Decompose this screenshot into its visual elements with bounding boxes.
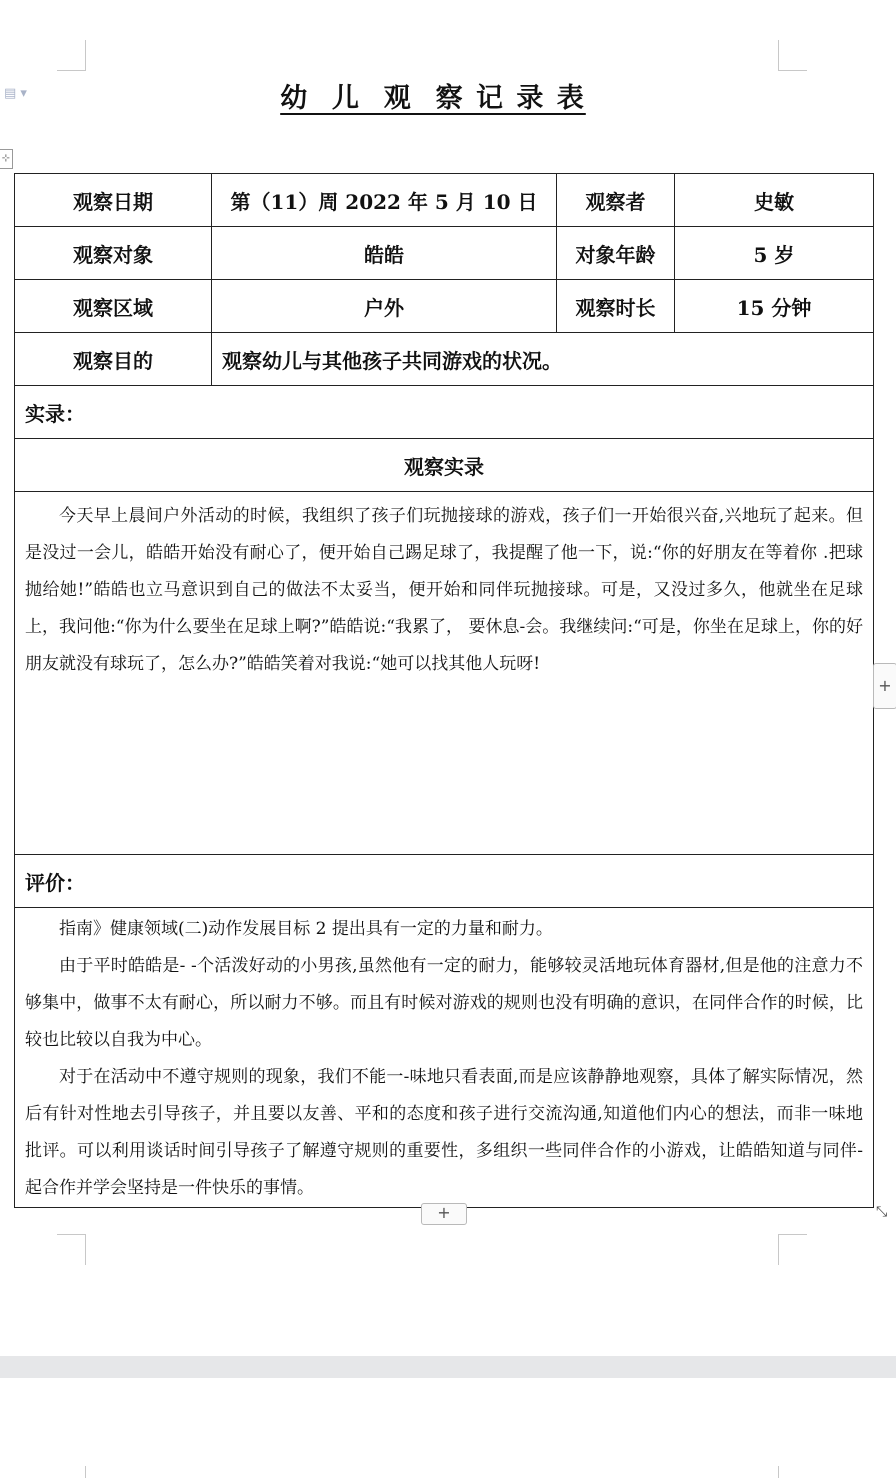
age-value[interactable]: 5 岁 (675, 227, 874, 280)
evaluation-section-label: 评价： (15, 855, 874, 908)
document-icon[interactable]: ▤ ▾ (4, 86, 27, 101)
crop-mark-bottom-right (778, 1234, 807, 1265)
page-separator (0, 1356, 896, 1378)
page-title: 幼 儿 观 察 记 录 表 (280, 83, 586, 114)
observer-value[interactable]: 史敏 (675, 174, 874, 227)
observer-label: 观察者 (557, 174, 675, 227)
subject-value[interactable]: 皓皓 (212, 227, 557, 280)
area-label: 观察区域 (15, 280, 212, 333)
crop-mark-bottom-left (57, 1234, 86, 1265)
add-column-button[interactable]: + (873, 663, 896, 709)
date-value[interactable]: 第（11）周 2022 年 5 月 10 日 (212, 174, 557, 227)
record-section-label: 实录： (15, 386, 874, 439)
evaluation-text-cell[interactable] (15, 908, 874, 1208)
subject-label: 观察对象 (15, 227, 212, 280)
add-row-button[interactable]: + (421, 1203, 467, 1225)
evaluation-paragraph: 对于在活动中不遵守规则的现象，我们不能一-味地只看表面,而是应该静静地观察，具体了解实际情况，然后有针对性地去引导孩子，并且要以友善、平和的态度和孩子进行交流沟通,知道他们内心的想法，而非一味地批评。可以利用谈话时间引导孩子了解遵守规则的重要性，多组织一些同伴合作的小游戏，让皓皓知道与同伴-起合作并学会坚持是一件快乐的事情。 (25, 1067, 863, 1198)
crop-mark-next-page-left (85, 1466, 86, 1478)
table-resize-icon[interactable]: ⤡ (876, 1204, 888, 1220)
table-move-icon[interactable]: ⊹ (0, 149, 13, 169)
duration-value[interactable]: 15 分钟 (675, 280, 874, 333)
crop-mark-top-left (57, 40, 86, 71)
purpose-value[interactable]: 观察幼儿与其他孩子共同游戏的状况。 (212, 333, 874, 386)
record-text: 今天早上晨间户外活动的时候，我组织了孩子们玩抛接球的游戏，孩子们一开始很兴奋,兴地玩了起来。但是没过一会儿，皓皓开始没有耐心了，便开始自己踢足球了，我提醒了他一下，说:“你的好朋友在等着你 .把球抛给她!”皓皓也立马意识到自己的做法不太妥当，便开始和同伴玩抛接球。可是，又没过多久，他就坐在足球上，我问他:“你为什么要坐在足球上啊?”皓皓说:“我累了， 要休息-会。我继续问:“可是，你坐在足球上，你的好朋友就没有球玩了，怎么办?”皓皓笑着对我说:“她可以找其他人玩呀! (25, 506, 863, 674)
record-text-cell[interactable] (15, 492, 874, 855)
record-heading: 观察实录 (15, 439, 874, 492)
purpose-label: 观察目的 (15, 333, 212, 386)
area-value[interactable]: 户外 (212, 280, 557, 333)
crop-mark-top-right (778, 40, 807, 71)
duration-label: 观察时长 (557, 280, 675, 333)
date-label: 观察日期 (15, 174, 212, 227)
evaluation-paragraph: 指南》健康领域(二)动作发展目标 2 提出具有一定的力量和耐力。 (59, 919, 553, 939)
observation-table (14, 173, 874, 1208)
age-label: 对象年龄 (557, 227, 675, 280)
crop-mark-next-page-right (778, 1466, 779, 1478)
evaluation-paragraph: 由于平时皓皓是- -个活泼好动的小男孩,虽然他有一定的耐力，能够较灵活地玩体育器材,但是他的注意力不够集中，做事不太有耐心，所以耐力不够。而且有时候对游戏的规则也没有明确的意识，在同伴合作的时候，比较也比较以自我为中心。 (25, 956, 863, 1050)
